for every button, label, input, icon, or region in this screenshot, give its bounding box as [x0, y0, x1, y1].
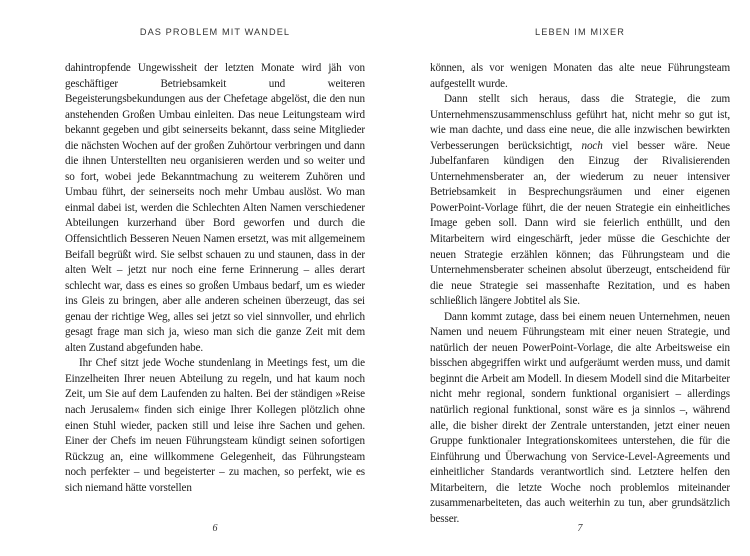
text-run: Dann kommt zutage, dass bei einem neuen Unternehmen, neuen Namen und neuem Führungsteam mit einer neuen Strategie, und natürlich der neuen PowerPoint-Vorlage, die alte Arbeitsweise ein bisschen abgegriffen wirkt und aufgeräumt werden muss, und damit beginnt die Arbeit am Modell. In diesem Modell sind die Mitarbeiter nicht mehr regional, sondern funktional organisiert – allerdings natürlich regional funktional, sonst wäre es ja sinnlos –, während alle, die bisher direkt der Zentrale unterstanden, jetzt einer neuen Gruppe funktionaler Integrationskomitees unterstehen, die für die Einführung und Überwachung von Service-Level-Agreements und einheitlicher Standards verantwortlich sind. Letztere helfen den Mitarbeitern, die letzte Woche noch problemlos miteinander zusammenarbeiteten, das auch weiterhin zu tun, aber grundsätzlich besser. [430, 310, 730, 525]
text-run: Dann stellt sich heraus, dass die Strategie, die zum Unternehmenszusammenschluss geführt hat, nicht mehr so gut ist, wie man dachte, und dass eine neue, die alle inzwischen bewirkten Verbesserungen berücksichtigt, [430, 93, 730, 152]
running-header-right: LEBEN IM MIXER [535, 27, 625, 37]
right-page [430, 0, 730, 556]
right-page-body [430, 61, 730, 527]
page-number-left: 6 [212, 523, 218, 534]
page-number-right: 7 [577, 523, 583, 534]
left-page [65, 0, 365, 556]
paragraph: dahintropfende Ungewissheit der letzten Monate wird jäh von geschäftiger Betriebsamkeit und weiteren Begeisterungsbekundungen aus der Chefetage abgelöst, die den nun anstehenden Großen Umbau einleiten. Das neue Leitungsteam wird bekannt gegeben und gibt seinerseits bekannt, dass seine Mitglieder die nächsten Wochen auf der großen Zuhörtour verbringen und dann die ihnen Unterstellten neu organisieren werden und so weiter und so fort, wobei jede Bekanntmachung zu weiterem Zuhören und Umbau führt, der seinerseits noch mehr Umbau auslöst. Wo man einmal dabei ist, werden die Schlechten Alten Namen verschiedener Abteilungen kurzerhand über Bord geworfen und durch die Offensichtlich Besseren Neuen Namen ersetzt, was mit allgemeinem Beifall begrüßt wird. Sie selbst schauen zu und staunen, dass in der alten Welt – jetzt nur noch eine ferne Erinnerung – alles derart schlecht war, dass es eines so großen Umbaus bedarf, um es wieder ins Gleis zu bringen, aber alle anderen scheinen überzeugt, das sei genau der richtige Weg, alles sei jetzt so viel sinnvoller, und ehrlich gesagt frage man sich ja, wieso man sich die ganze Zeit mit dem alten Zustand abgefunden habe. [65, 62, 365, 354]
text-run: können, als vor wenigen Monaten das alte neue Führungsteam aufgestellt wurde. [430, 62, 730, 90]
paragraph [430, 310, 730, 528]
left-page-body [65, 61, 365, 496]
running-header-left: DAS PROBLEM MIT WANDEL [139, 27, 291, 37]
paragraph: Ihr Chef sitzt jede Woche stundenlang in Meetings fest, um die Einzelheiten Ihrer neuen Abteilung zu regeln, und hat kaum noch Zeit, um Sie auf dem Laufenden zu halten. Bei der ständigen »Reise nach Jerusalem« finden sich einige Ihrer Kollegen plötzlich ohne einen Stuhl wieder, packen still und leise ihre Sachen und gehen. Einer der Chefs im neuen Führungsteam kündigt seinen sofortigen Rückzug an, eine willkommene Gelegenheit, das Führungsteam noch perfekter – und begeisterter – zu machen, so perfekt, wie es sich niemand hätte vorstellen [65, 357, 365, 494]
paragraph [430, 92, 730, 310]
paragraph [430, 61, 730, 92]
emphasis: noch [581, 139, 603, 152]
text-run: viel besser wäre. Neue Jubelfanfaren kündigen den Einzug der Rivalisierenden Unternehmensberater an, der wiederum zu neuer intensiver Betriebsamkeit in Besprechungsräumen und einer eigenen PowerPoint-Vorlage führt, die der neuen Strategie ein einheitliches Image geben soll. Dann wird sie feierlich enthüllt, und den Mitarbeitern wird eingeschärft, jeder müsse die Geschichte der neuen Strategie erzählen können; das Führungsteam und die Unternehmensberater scheinen absolut überzeugt, entscheidend für die neue Strategie sei massenhafte Rezitation, und es haben schließlich längere Jobtitel als Sie. [430, 139, 730, 308]
